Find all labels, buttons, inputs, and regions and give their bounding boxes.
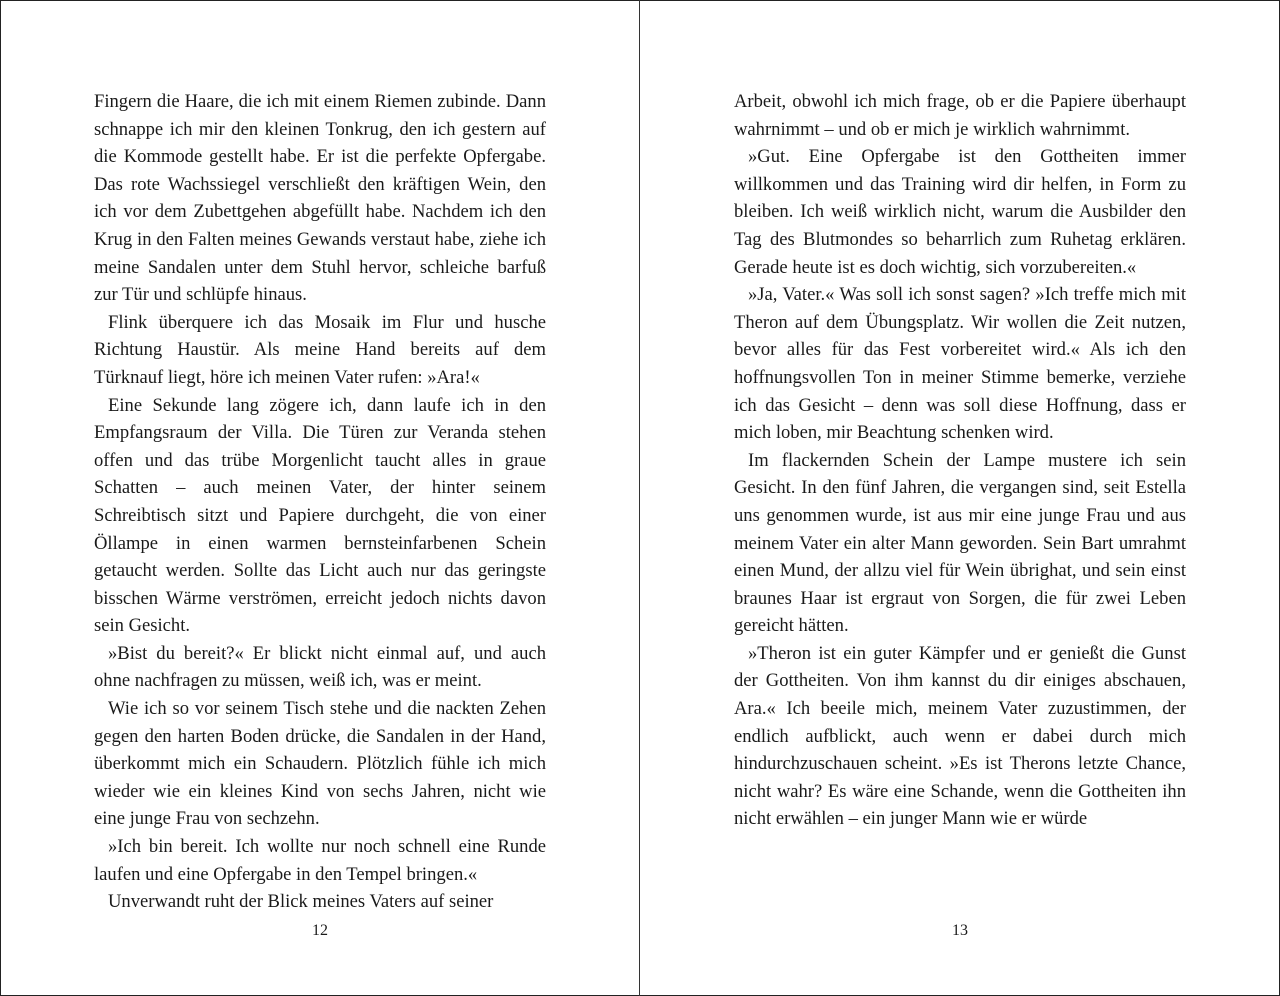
gutter-divider (639, 0, 640, 996)
right-page-text (734, 88, 1186, 833)
paragraph: »Ja, Vater.« Was soll ich sonst sagen? »Ich treffe mich mit Theron auf dem Übungsplatz. Wir wollen die Zeit nutzen, bevor alles für das Fest vorbereitet wird.« Als ich den hoffnungsvollen Ton in meiner Stimme bemerke, verziehe ich das Gesicht – denn was soll diese Hoffnung, dass er mich loben, mir Beachtung schenken wird. (734, 284, 1186, 444)
paragraph: Wie ich so vor seinem Tisch stehe und die nackten Zehen gegen den harten Boden drücke, die Sandalen in der Hand, überkommt mich ein Schaudern. Plötzlich fühle ich mich wieder wie ein kleines Kind von sechs Jahren, nicht wie eine junge Frau von sechzehn. (94, 698, 546, 830)
page-number-right: 13 (952, 922, 968, 939)
page-number-left: 12 (312, 922, 328, 939)
paragraph: Fingern die Haare, die ich mit einem Riemen zubinde. Dann schnappe ich mir den kleinen Tonkrug, den ich gestern auf die Kommode gestellt habe. Er ist die perfekte Opfergabe. Das rote Wachssiegel verschließt den kräftigen Wein, den ich vor dem Zubettgehen abgefüllt habe. Nachdem ich den Krug in den Falten meines Gewands verstaut habe, ziehe ich meine Sandalen unter dem Stuhl hervor, schleiche barfuß zur Tür und schlüpfe hinaus. (94, 91, 546, 306)
paragraph: Eine Sekunde lang zögere ich, dann laufe ich in den Empfangsraum der Villa. Die Türen zur Veranda stehen offen und das trübe Morgenlicht taucht alles in graue Schatten – auch meinen Vater, der hinter seinem Schreibtisch sitzt und Papiere durchgeht, die von einer Öllampe in einen warmen bernsteinfarbenen Schein getaucht werden. Sollte das Licht auch nur das geringste bisschen Wärme verströmen, erreicht jedoch nichts davon sein Gesicht. (94, 394, 546, 637)
paragraph: »Theron ist ein guter Kämpfer und er genießt die Gunst der Gottheiten. Von ihm kannst du dir einiges abschauen, Ara.« Ich beeile mich, meinem Vater zuzustimmen, der endlich aufblickt, auch wenn er dabei durch mich hindurchzuschauen scheint. »Es ist Therons letzte Chance, nicht wahr? Es wäre eine Schande, wenn die Gottheiten ihn nicht erwählen – ein junger Mann wie er würde (734, 642, 1186, 830)
paragraph: Im flackernden Schein der Lampe mustere ich sein Gesicht. In den fünf Jahren, die vergangen sind, seit Estella uns genommen wurde, ist aus mir eine junge Frau und aus meinem Vater ein alter Mann geworden. Sein Bart umrahmt einen Mund, der allzu viel für Wein übrighat, und sein einst braunes Haar ist ergraut von Sorgen, die für zwei Leben gereicht hätten. (734, 449, 1186, 637)
left-page-text (94, 88, 546, 916)
paragraph: Unverwandt ruht der Blick meines Vaters auf seiner (108, 891, 494, 913)
paragraph: Arbeit, obwohl ich mich frage, ob er die Papiere überhaupt wahrnimmt – und ob er mich je wirklich wahrnimmt. (734, 91, 1186, 140)
paragraph: »Bist du bereit?« Er blickt nicht einmal auf, und auch ohne nachfragen zu müssen, weiß ich, was er meint. (94, 642, 546, 692)
paragraph: »Gut. Eine Opfergabe ist den Gottheiten immer willkommen und das Training wird dir helfen, in Form zu bleiben. Ich weiß wirklich nicht, warum die Ausbilder den Tag des Blutmondes so beharrlich zum Ruhetag erklären. Gerade heute ist es doch wichtig, sich vorzubereiten.« (734, 146, 1186, 278)
paragraph: Flink überquere ich das Mosaik im Flur und husche Richtung Haustür. Als meine Hand bereits auf dem Türknauf liegt, höre ich meinen Vater rufen: »Ara!« (94, 311, 546, 388)
paragraph: »Ich bin bereit. Ich wollte nur noch schnell eine Runde laufen und eine Opfergabe in den Tempel bringen.« (94, 836, 546, 885)
